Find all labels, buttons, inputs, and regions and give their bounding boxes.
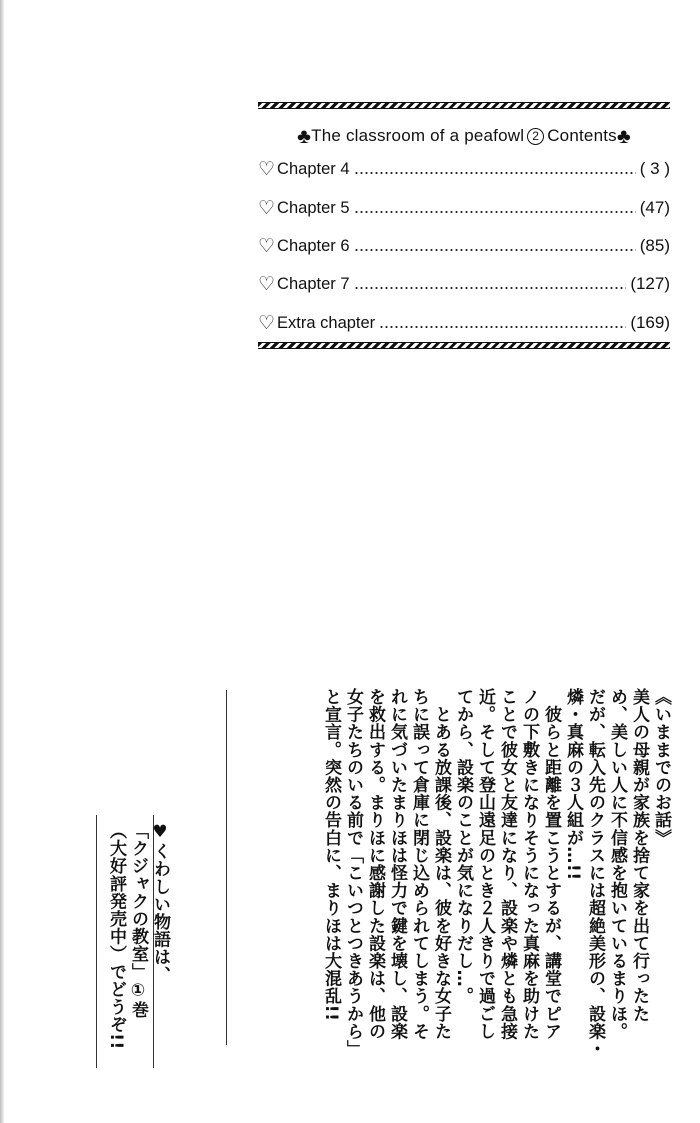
toc-entry-label: Chapter 7 — [277, 274, 350, 293]
summary-line: を救出する。まりほに感謝した設楽は、他の — [365, 688, 385, 1040]
summary-line: ちに誤って倉庫に閉じ込められてしまう。そ — [409, 688, 429, 1040]
toc-title-prefix: The classroom of a peafowl — [311, 126, 525, 145]
toc-entry-label: Chapter 6 — [277, 236, 350, 255]
toc-entry-label: Extra chapter — [277, 313, 376, 332]
toc-leader-dots — [354, 172, 636, 174]
info-line: （大好評発売中）でどうぞ!! — [106, 822, 126, 1050]
toc-entry-extra-chapter[interactable] — [258, 310, 670, 336]
summary-line: と宣言。突然の告白に、まりほは大混乱!! — [321, 688, 341, 1022]
heart-icon: ♡ — [258, 197, 276, 219]
page-spine-shadow — [0, 0, 4, 1123]
info-line: 「クジャクの教室」①巻 — [128, 822, 148, 1019]
summary-line: れに気づいたまりほは怪力で鍵を壊し、設楽 — [387, 688, 407, 1040]
story-summary — [320, 688, 672, 1056]
toc-entry-chapter-6[interactable] — [258, 233, 670, 259]
toc-entry-chapter-7[interactable] — [258, 271, 670, 297]
heart-icon: ♡ — [258, 312, 276, 334]
toc-entry-label: Chapter 5 — [277, 198, 350, 217]
toc-entry-label: Chapter 4 — [277, 159, 350, 178]
toc-leader-dots — [354, 249, 636, 251]
toc-bottom-border — [258, 342, 670, 349]
summary-heading: 《いままでのお話》 — [651, 688, 671, 847]
heart-icon: ♡ — [258, 235, 276, 257]
heart-icon: ♡ — [258, 158, 276, 180]
summary-line: 燐・真麻の３人組が…!! — [563, 688, 583, 881]
volume-number: 2 — [527, 128, 544, 145]
summary-line: とある放課後、設楽は、彼を好きな女子た — [431, 688, 451, 1040]
summary-line: 女子たちのいる前で「こいつとつきあうから」 — [343, 688, 363, 1058]
toc-entry-chapter-5[interactable] — [258, 195, 670, 221]
club-icon: ♣ — [297, 124, 312, 148]
toc-leader-dots — [354, 211, 636, 213]
table-of-contents — [258, 102, 670, 350]
toc-leader-dots — [379, 326, 626, 328]
toc-top-border — [258, 102, 670, 109]
toc-entry-chapter-4[interactable] — [258, 156, 670, 182]
summary-line: ことで彼女と友達になり、設楽や燐とも急接 — [497, 688, 517, 1040]
heart-icon: ♡ — [258, 273, 276, 295]
summary-left-rule — [226, 690, 227, 1045]
toc-title-suffix: Contents — [547, 126, 617, 145]
summary-line: 近。そして登山遠足のとき２人きりで過ごし — [475, 688, 495, 1040]
club-icon: ♣ — [616, 124, 631, 148]
toc-entry-page: ( 3 ) — [639, 159, 670, 178]
toc-entry-page: (47) — [639, 198, 670, 217]
volume-info — [105, 822, 171, 1064]
summary-line: ノの下敷きになりそうになった真麻を助けた — [519, 688, 539, 1040]
summary-line: 彼らと距離を置こうとするが、講堂でピア — [541, 688, 561, 1040]
summary-line: 美人の母親が家族を捨て家を出て行ったた — [629, 688, 649, 1023]
toc-title — [258, 122, 670, 150]
summary-line: だが、転入先のクラスには超絶美形の、設楽・ — [585, 688, 605, 1058]
toc-entry-page: (169) — [630, 313, 670, 332]
toc-leader-dots — [354, 287, 627, 289]
summary-line: め、美しい人に不信感を抱いているまりほ。 — [607, 688, 627, 1040]
info-line: ♥くわしい物語は、 — [150, 822, 170, 984]
toc-entry-page: (127) — [630, 274, 670, 293]
summary-line: てから、設楽のことが気になりだし…。 — [453, 688, 473, 1005]
toc-entry-page: (85) — [639, 236, 670, 255]
